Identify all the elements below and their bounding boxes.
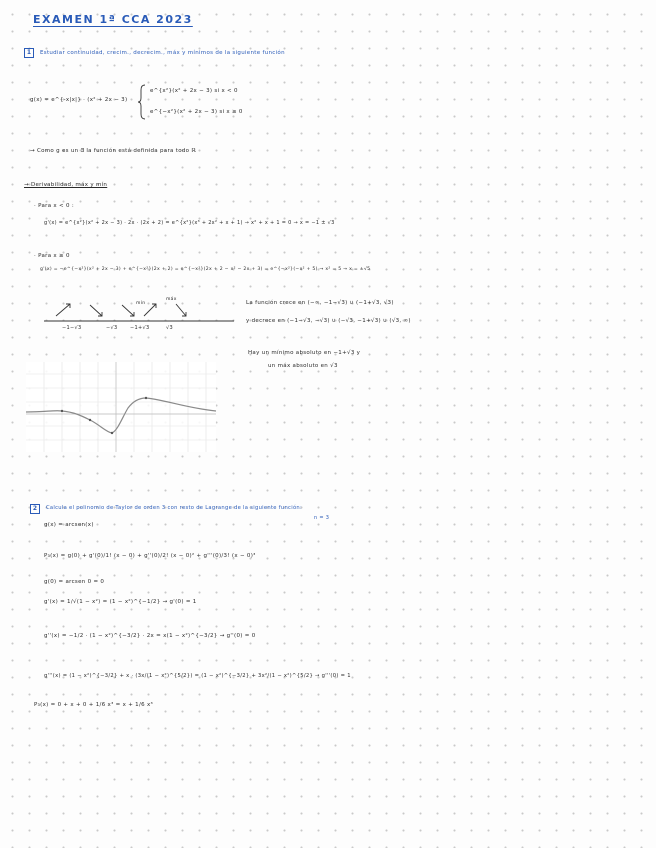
q2-first-derivative: g'(x) = 1/√(1 − x²) = (1 − x²)^{−1/2} → g'(0) = 1 [44,599,197,605]
extrema-line-2: un máx absoluto en √3 [268,363,338,369]
growth-intervals: La función crece en (−∞, −1−√3) ∪ (−1+√3, √3) [246,300,394,306]
sign-point-2: −√3 [106,325,118,331]
q1-case-negative-derivative: g'(x) = e^{x²}(x² + 2x − 3) · 2x · (2x + 2) = e^{x²}(x³ + 2x² + x + 1) → x² + x + 1 = 0 → x = −1 ± √3 [44,220,335,226]
sign-min-label: mín [136,301,146,306]
sign-max-label: máx [166,297,177,302]
q2-taylor-formula: P₃(x) = g(0) + g'(0)/1! (x − 0) + g''(0)/2! (x − 0)² + g'''(0)/3! (x − 0)³ [44,553,256,559]
question-2-statement: Calcula el polinomio de Taylor de orden 3 con resto de Lagrange de la siguiente función: [46,505,303,511]
q2-third-derivative: g'''(x) = (1 − x²)^{−3/2} + x · (3x/(1 − x²)^{5/2}) = (1 − x²)^{−3/2} + 3x²/(1 − x²)^{5/2} → g'''(0) = 1 [44,673,351,679]
function-graph [26,362,216,452]
decrease-intervals: y decrece en (−1−√3, −√3) ∪ (−√3, −1+√3) ∪ (√3, ∞) [246,318,411,324]
q1-brace [138,84,146,120]
q2-function-definition: g(x) = arcsen(x) [44,522,94,528]
q1-case-positive-derivative: g'(x) = −e^{−x²}(x² + 2x − 3) + e^{−x²}(2x + 2) = e^{−x²}(2x + 2 − x² − 2x + 3) = e^{−x²}(−x² + 5) → x² = 5 → x = ±√5 [40,267,371,272]
q1-function-definition: g(x) = e^{-x|x|} · (x² + 2x − 3) [30,97,128,103]
q1-branch-positive: e^{−x²}(x² + 2x − 3) si x ≥ 0 [150,109,243,115]
q1-branch-negative: e^{x²}(x² + 2x − 3) si x < 0 [150,88,238,94]
sign-point-3: −1+√3 [130,325,150,331]
question-1-statement: Estudiar continuidad, crecim., decrecim., máx y mínimos de la siguiente función [40,50,285,56]
sign-point-4: √3 [166,325,173,331]
extrema-line-1: Hay un mínimo absoluto en −1+√3 y [248,350,361,356]
question-2-order: n = 3 [314,515,330,521]
q1-continuity-note: → Como g es un ∃ la función está definida para todo ℝ [30,148,197,154]
question-1-number: 1 [24,48,34,58]
q2-g0: g(0) = arcsen 0 = 0 [44,579,105,585]
question-2-number: 2 [30,504,40,514]
q2-second-derivative: g''(x) = −1/2 · (1 − x²)^{−3/2} · 2x = x(1 − x²)^{−3/2} → g''(0) = 0 [44,633,256,639]
q1-case-negative-label: · Para x < 0 : [34,203,74,209]
exam-title: EXAMEN 1ª CCA 2023 [33,13,193,26]
sign-point-1: −1−√3 [62,325,82,331]
q2-taylor-result: P₃(x) = 0 + x + 0 + 1/6 x³ = x + 1/6 x³ [34,702,154,708]
q1-case-positive-label: · Para x ≥ 0 [34,253,70,259]
q1-derivability-header: → Derivabilidad, máx y mín [24,182,108,188]
